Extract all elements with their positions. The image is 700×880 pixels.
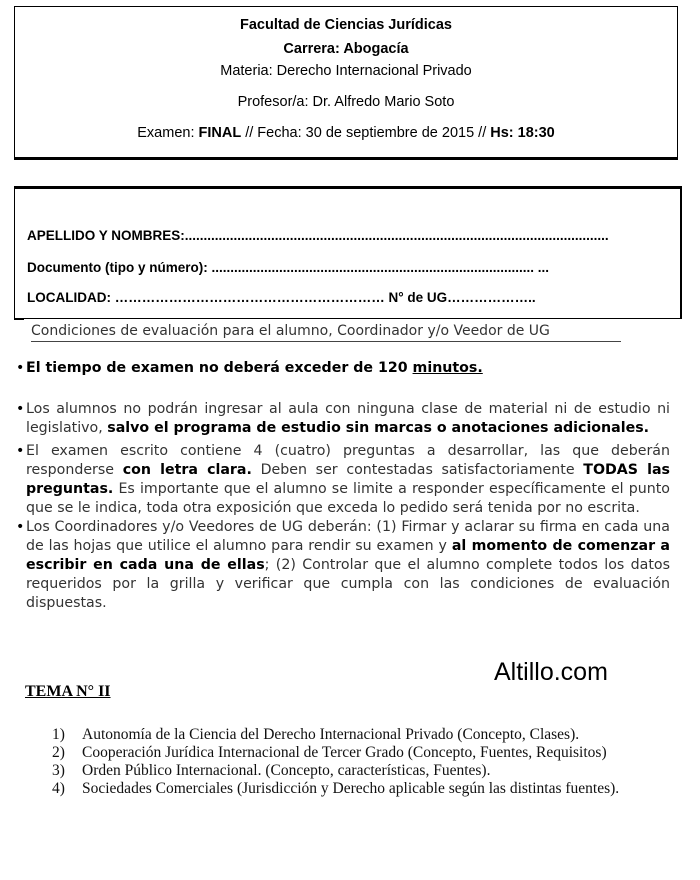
exam-date: // Fecha: 30 de septiembre de 2015 //	[241, 125, 491, 141]
exam-header-box	[14, 6, 678, 159]
question-item	[52, 726, 672, 744]
rule-text: Los alumnos no podrán ingresar al aula con ninguna clase de material ni de estudio ni legislativo,	[26, 401, 670, 436]
conditions-title: Condiciones de evaluación para el alumno, Coordinador y/o Veedor de UG	[31, 323, 550, 339]
exam-info-line	[15, 125, 677, 141]
question-number: 3)	[52, 762, 65, 779]
question-item	[52, 780, 672, 798]
career-name: Carrera: Abogacía	[283, 41, 409, 57]
question-item	[52, 762, 672, 780]
conditions-underline	[31, 341, 621, 342]
faculty-name: Facultad de Ciencias Jurídicas	[240, 17, 452, 33]
student-data-box	[14, 188, 682, 319]
rule-underlined-text: minutos.	[412, 360, 483, 376]
rule-text: Deben ser contestadas satisfactoriamente	[251, 462, 584, 478]
rule-item	[16, 400, 670, 438]
subject-name: Materia: Derecho Internacional Privado	[220, 63, 472, 79]
rule-bold-text: al momento de comenzar a escribir en cada una de ellas	[26, 538, 670, 573]
bullet-icon: •	[16, 519, 25, 535]
rule-text: ; (2) Controlar que el alumno complete todos los datos requeridos por la grilla y verificar que cumpla con las condiciones de evaluación dispuestas.	[26, 557, 670, 611]
bullet-icon: •	[16, 443, 25, 459]
rule-bold-text: El tiempo de examen no deberá exceder de 120	[26, 360, 413, 376]
question-number: 1)	[52, 726, 65, 743]
question-text: Cooperación Jurídica Internacional de Tercer Grado (Concepto, Fuentes, Requisitos)	[82, 744, 607, 761]
question-item	[52, 744, 672, 762]
rule-text: Es importante que el alumno se limite a responder específicamente el punto que se le indica, toda otra exposición que exceda lo pedido será tenida por no escrita.	[26, 481, 670, 516]
bullet-icon: •	[16, 401, 25, 417]
rule-item	[16, 359, 670, 378]
rule-bold-text: TODAS las preguntas.	[26, 462, 670, 497]
evaluation-rules	[16, 359, 670, 613]
question-text: Orden Público Internacional. (Concepto, características, Fuentes).	[82, 762, 491, 779]
document-field[interactable]: Documento (tipo y número): ...................................................................................... ...	[27, 260, 550, 275]
exam-prefix: Examen:	[137, 125, 199, 141]
rule-item	[16, 518, 670, 613]
question-text: Autonomía de la Ciencia del Derecho Internacional Privado (Concepto, Clases).	[82, 726, 580, 743]
name-field[interactable]: APELLIDO Y NOMBRES:.................................................................................................................	[27, 228, 609, 243]
watermark-text: Altillo.com	[494, 658, 608, 686]
locality-field[interactable]: LOCALIDAD: …………………………………………………… N° de UG………………..	[27, 290, 536, 305]
exam-time: Hs: 18:30	[490, 125, 555, 141]
rule-text: El examen escrito contiene 4 (cuatro) preguntas a desarrollar, las que deberán responderse	[26, 443, 670, 478]
rule-bold-text: salvo el programa de estudio sin marcas o anotaciones adicionales.	[107, 420, 650, 436]
tema-heading: TEMA N° II	[25, 683, 111, 700]
bullet-icon: •	[16, 360, 25, 376]
professor-name: Profesor/a: Dr. Alfredo Mario Soto	[237, 94, 455, 110]
rule-bold-text: con letra clara.	[122, 462, 252, 478]
exam-type: FINAL	[198, 125, 242, 141]
divider-tick	[14, 318, 24, 320]
rule-text: Los Coordinadores y/o Veedores de UG deberán: (1) Firmar y aclarar su firma en cada una de las hojas que utilice el alumno para rendir su examen y	[26, 519, 670, 554]
question-text: Sociedades Comerciales (Jurisdicción y Derecho aplicable según las distintas fuentes).	[82, 780, 620, 797]
question-number: 4)	[52, 780, 65, 797]
rule-item	[16, 442, 670, 518]
question-list	[52, 726, 672, 798]
header-box-bottom-border	[14, 157, 678, 160]
question-number: 2)	[52, 744, 65, 761]
